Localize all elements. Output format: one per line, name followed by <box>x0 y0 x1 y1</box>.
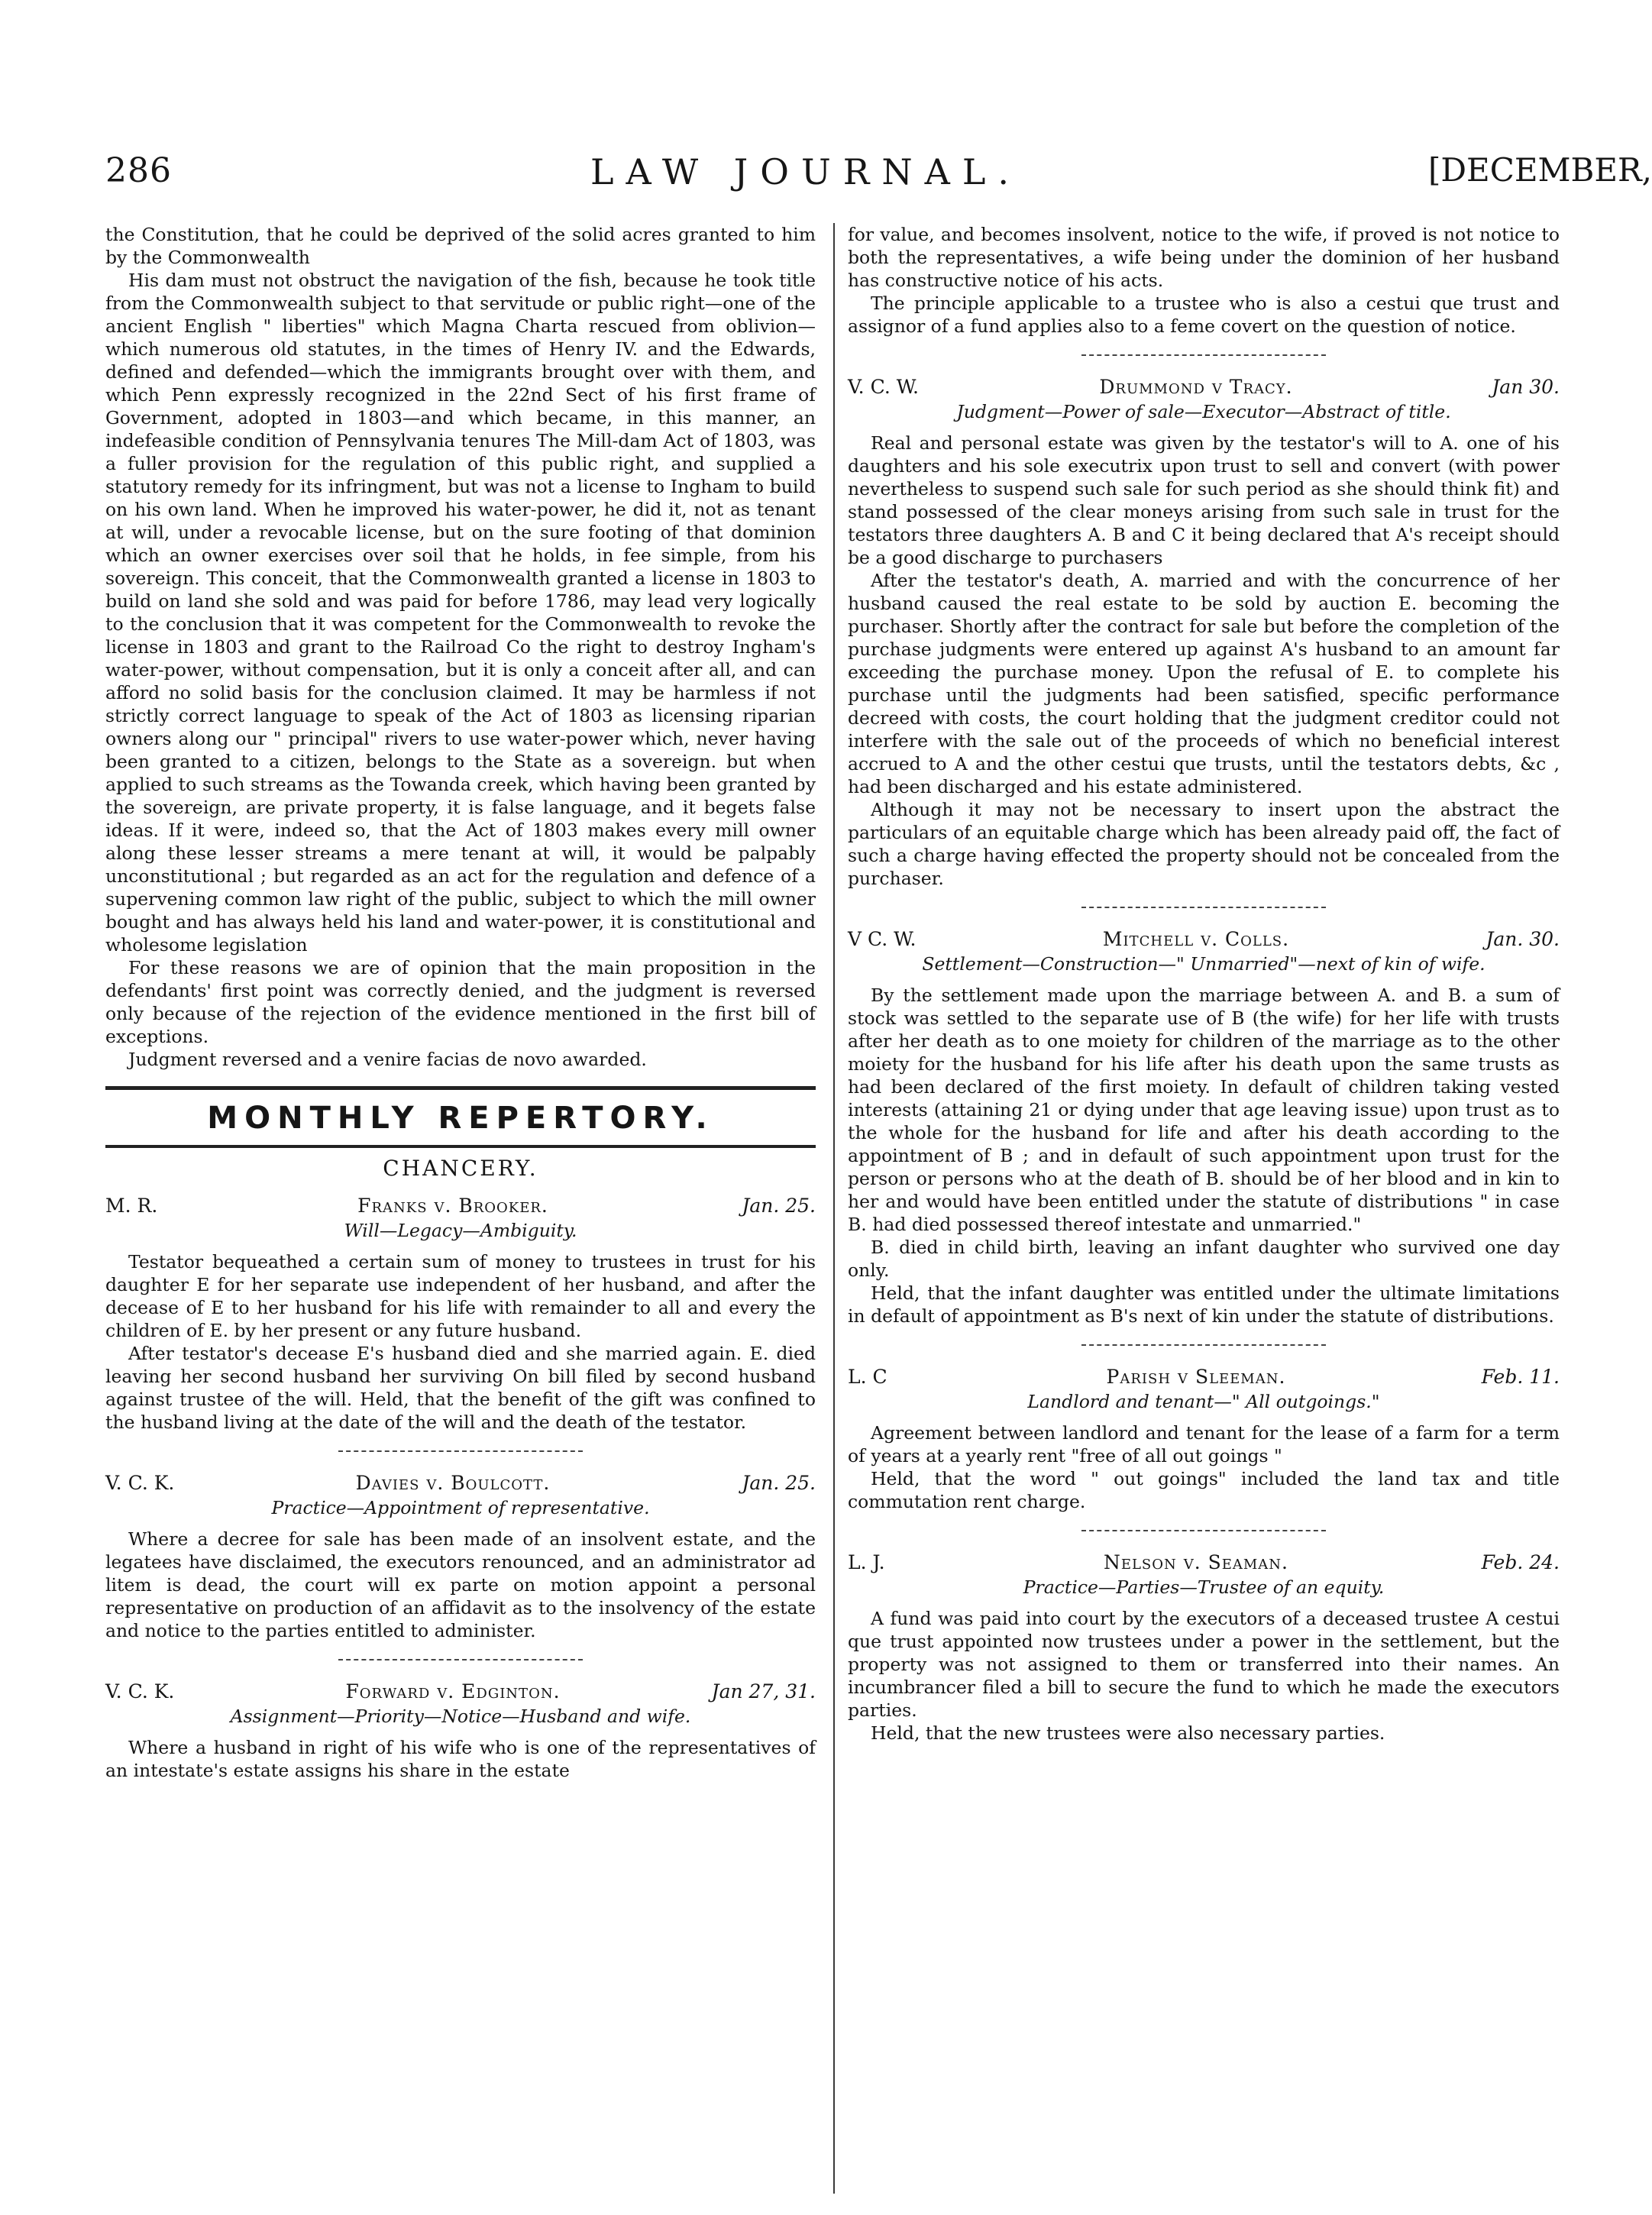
case-name: Franks v. Brooker. <box>357 1195 548 1217</box>
column-divider <box>833 223 835 2194</box>
running-month: [DECEMBER, <box>1428 151 1652 189</box>
case-court: V. C. W. <box>848 376 919 398</box>
paragraph: the Constitution, that he could be deprived of the solid acres granted to him by the Commonwealth <box>105 224 816 268</box>
case-subject: Practice—Parties—Trustee of an equity. <box>1023 1576 1385 1598</box>
case-date: Jan 30. <box>1492 376 1560 398</box>
paragraph: Held, that the infant daughter was entitled under the ultimate limitations in default of appointment as B's next of kin under the statute of distributions. <box>848 1282 1560 1327</box>
case-date: Jan 27, 31. <box>711 1680 816 1702</box>
left-column <box>105 223 816 2194</box>
paragraph: The principle applicable to a trustee who is also a cestui que trust and assignor of a fund applies also to a feme covert on the question of notice. <box>848 293 1560 337</box>
case-heading <box>848 376 1560 398</box>
paragraph: For these reasons we are of opinion that the main proposition in the defendants' first point was correctly denied, and the judgment is reversed only because of the rejection of the evidence mentioned in the first bill of exceptions. <box>105 957 816 1047</box>
case-name: Davies v. Boulcott. <box>355 1472 551 1494</box>
case-date: Jan. 25. <box>742 1472 816 1494</box>
paragraph: A fund was paid into court by the executors of a deceased trustee A cestui que trust appointed now trustees under a power in the settlement, but the property was not assigned to them or transferred into their names. An incumbrancer filed a bill to secure the fund to which he made the executors parties. <box>848 1608 1560 1721</box>
case-heading <box>105 1472 816 1494</box>
case-subject: Judgment—Power of sale—Executor—Abstract of title. <box>956 401 1451 422</box>
repertory-title: MONTHLY REPERTORY. <box>207 1101 714 1136</box>
case-court: M. R. <box>105 1195 158 1217</box>
section-title: CHANCERY. <box>383 1156 538 1181</box>
case-subject: Assignment—Priority—Notice—Husband and wife. <box>230 1706 691 1727</box>
case-subject: Settlement—Construction—" Unmarried"—next of kin of wife. <box>922 953 1486 975</box>
case-name: Parish v Sleeman. <box>1106 1366 1286 1388</box>
case-date: Jan. 30. <box>1486 928 1560 950</box>
page-number: 286 <box>105 151 172 190</box>
running-title: LAW JOURNAL. <box>590 151 1021 192</box>
paragraph: Judgment reversed and a venire facias de novo awarded. <box>128 1049 647 1070</box>
paragraph: Testator bequeathed a certain sum of money to trustees in trust for his daughter E for her separate use independent of her husband, and after the decease of E to her husband for his life with remainder to all and every the children of E. by her present or any future husband. <box>105 1251 816 1341</box>
paragraph: Although it may not be necessary to insert upon the abstract the particulars of an equitable charge which has been already paid off, the fact of such a charge having effected the property should not be concealed from the purchaser. <box>848 799 1560 889</box>
case-name: Forward v. Edginton. <box>345 1680 561 1702</box>
case-heading <box>848 928 1560 950</box>
paragraph: Agreement between landlord and tenant for the lease of a farm for a term of years at a yearly rent "free of all out goings " <box>848 1422 1560 1466</box>
case-separator <box>1081 1344 1326 1346</box>
paragraph: Held, that the new trustees were also necessary parties. <box>871 1722 1385 1744</box>
case-heading <box>105 1680 816 1702</box>
paragraph: After testator's decease E's husband died and she married again. E. died leaving her second husband her surviving On bill filed by second husband against trustee of the will. Held, that the benefit of the gift was confined to the husband living at the date of the will and the death of the testator. <box>105 1343 816 1433</box>
case-court: V C. W. <box>848 928 917 950</box>
case-court: V. C. K. <box>105 1472 175 1494</box>
case-name: Nelson v. Seaman. <box>1103 1551 1289 1573</box>
case-name: Mitchell v. Colls. <box>1102 928 1290 950</box>
case-date: Jan. 25. <box>742 1195 816 1217</box>
paragraph: Held, that the word " out goings" included the land tax and title commutation rent charge. <box>848 1468 1560 1512</box>
right-column <box>848 223 1560 2194</box>
paragraph: His dam must not obstruct the navigation of the fish, because he took title from the Commonwealth subject to that servitude or public right—one of the ancient English " liberties" which Magna Charta rescued from oblivion—which numerous old statutes, in the times of Henry IV. and the Edwards, defined and defended—which the immigrants brought over with them, and which Penn expressly recognized in the 22nd Sect of his first frame of Government, adopted in 1803—and which became, in this manner, an indefeasible condition of Pennsylvania tenures The Mill-dam Act of 1803, was a fuller provision for the regulation of this public right, and supplied a statutory remedy for its infringment, but was not a license to Ingham to build on his own land. When he improved his water-power, he did it, not as tenant at will, under a revocable license, but on the sure footing of that dominion which an owner exercises over soil that he holds, in fee simple, from his sovereign. This conceit, that the Commonwealth granted a license in 1803 to build on land she sold and was paid for before 1786, may lead very logically to the conclusion that it was competent for the Commonwealth to revoke the license in 1803 and grant to the Railroad Co the right to destroy Ingham's water-power, without compensation, but it is only a conceit after all, and can afford no solid basis for the conclusion claimed. It may be harmless if not strictly correct language to speak of the Act of 1803 as licensing riparian owners along our " principal" rivers to use water-power which, never having been granted to a citizen, belongs to the State as a sovereign. but when applied to such streams as the Towanda creek, which having been granted by the sovereign, are private property, it is false language, and it begets false ideas. If it were, indeed so, that the Act of 1803 makes every mill owner along these lesser streams a mere tenant at will, it would be palpably unconstitutional ; but regarded as an act for the regulation and defence of a supervening common law right of the public, subject to which the mill owner bought and has always held his land and water-power, it is constitutional and wholesome legislation <box>105 270 816 956</box>
paragraph: for value, and becomes insolvent, notice to the wife, if proved is not notice to both the representatives, a wife being under the dominion of her husband has constructive notice of his acts. <box>848 224 1560 291</box>
case-subject: Practice—Appointment of representative. <box>271 1497 650 1518</box>
case-subject: Will—Legacy—Ambiguity. <box>344 1220 577 1241</box>
repertory-rule <box>105 1145 816 1148</box>
case-date: Feb. 11. <box>1481 1366 1560 1388</box>
case-heading <box>848 1366 1560 1388</box>
case-court: L. C <box>848 1366 887 1388</box>
section-rule <box>105 1086 816 1090</box>
case-heading <box>105 1195 816 1217</box>
paragraph: Where a decree for sale has been made of an insolvent estate, and the legatees have disclaimed, the executors renounced, and an administrator ad litem is dead, the court will ex parte on motion appoint a personal representative on production of an affidavit as to the insolvency of the estate and notice to the parties entitled to administer. <box>105 1528 816 1641</box>
case-subject: Landlord and tenant—" All outgoings." <box>1027 1391 1380 1412</box>
case-name: Drummond v Tracy. <box>1099 376 1293 398</box>
case-separator <box>1081 1530 1326 1531</box>
paragraph: B. died in child birth, leaving an infant daughter who survived one day only. <box>848 1237 1560 1281</box>
case-separator <box>338 1659 583 1660</box>
case-separator <box>338 1450 583 1452</box>
paragraph: By the settlement made upon the marriage between A. and B. a sum of stock was settled to the separate use of B (the wife) for her life with trusts after her death as to one moiety for children of the marriage as to the other moiety for the husband for his life after his death upon the same trusts as had been declared of the first moiety. In default of children taking vested interests (attaining 21 or dying under that age leaving issue) upon trust as to the whole for the husband for life and after his death according to the appointment of B ; and in default of such appointment upon trust for the person or persons who at the death of B. should be of her blood and in kin to her and would have been entitled under the statute of distributions " in case B. had died possessed thereof intestate and unmarried." <box>848 985 1560 1235</box>
case-court: V. C. K. <box>105 1680 175 1702</box>
case-court: L. J. <box>848 1551 885 1573</box>
case-separator <box>1081 354 1326 356</box>
case-separator <box>1081 907 1326 908</box>
case-heading <box>848 1551 1560 1573</box>
paragraph: Where a husband in right of his wife who is one of the representatives of an intestate's estate assigns his share in the estate <box>105 1737 816 1781</box>
paragraph: Real and personal estate was given by the testator's will to A. one of his daughters and his sole executrix upon trust to sell and convert (with power nevertheless to suspend such sale for such period as she should think fit) and stand possessed of the clear moneys arising from such sale in trust for the testators three daughters A. B and C it being declared that A's receipt should be a good discharge to purchasers <box>848 432 1560 568</box>
paragraph: After the testator's death, A. married and with the concurrence of her husband caused the real estate to be sold by auction E. becoming the purchaser. Shortly after the contract for sale but before the completion of the purchase judgments were entered up against A's husband to an amount far exceeding the purchase money. Upon the refusal of E. to complete his purchase until the judgments had been satisfied, specific performance decreed with costs, the court holding that the judgment creditor could not interfere with the sale out of the proceeds of which no beneficial interest accrued to A and the other cestui que trusts, until the testators debts, &c , had been discharged and his estate administered. <box>848 570 1560 797</box>
case-date: Feb. 24. <box>1481 1551 1560 1573</box>
